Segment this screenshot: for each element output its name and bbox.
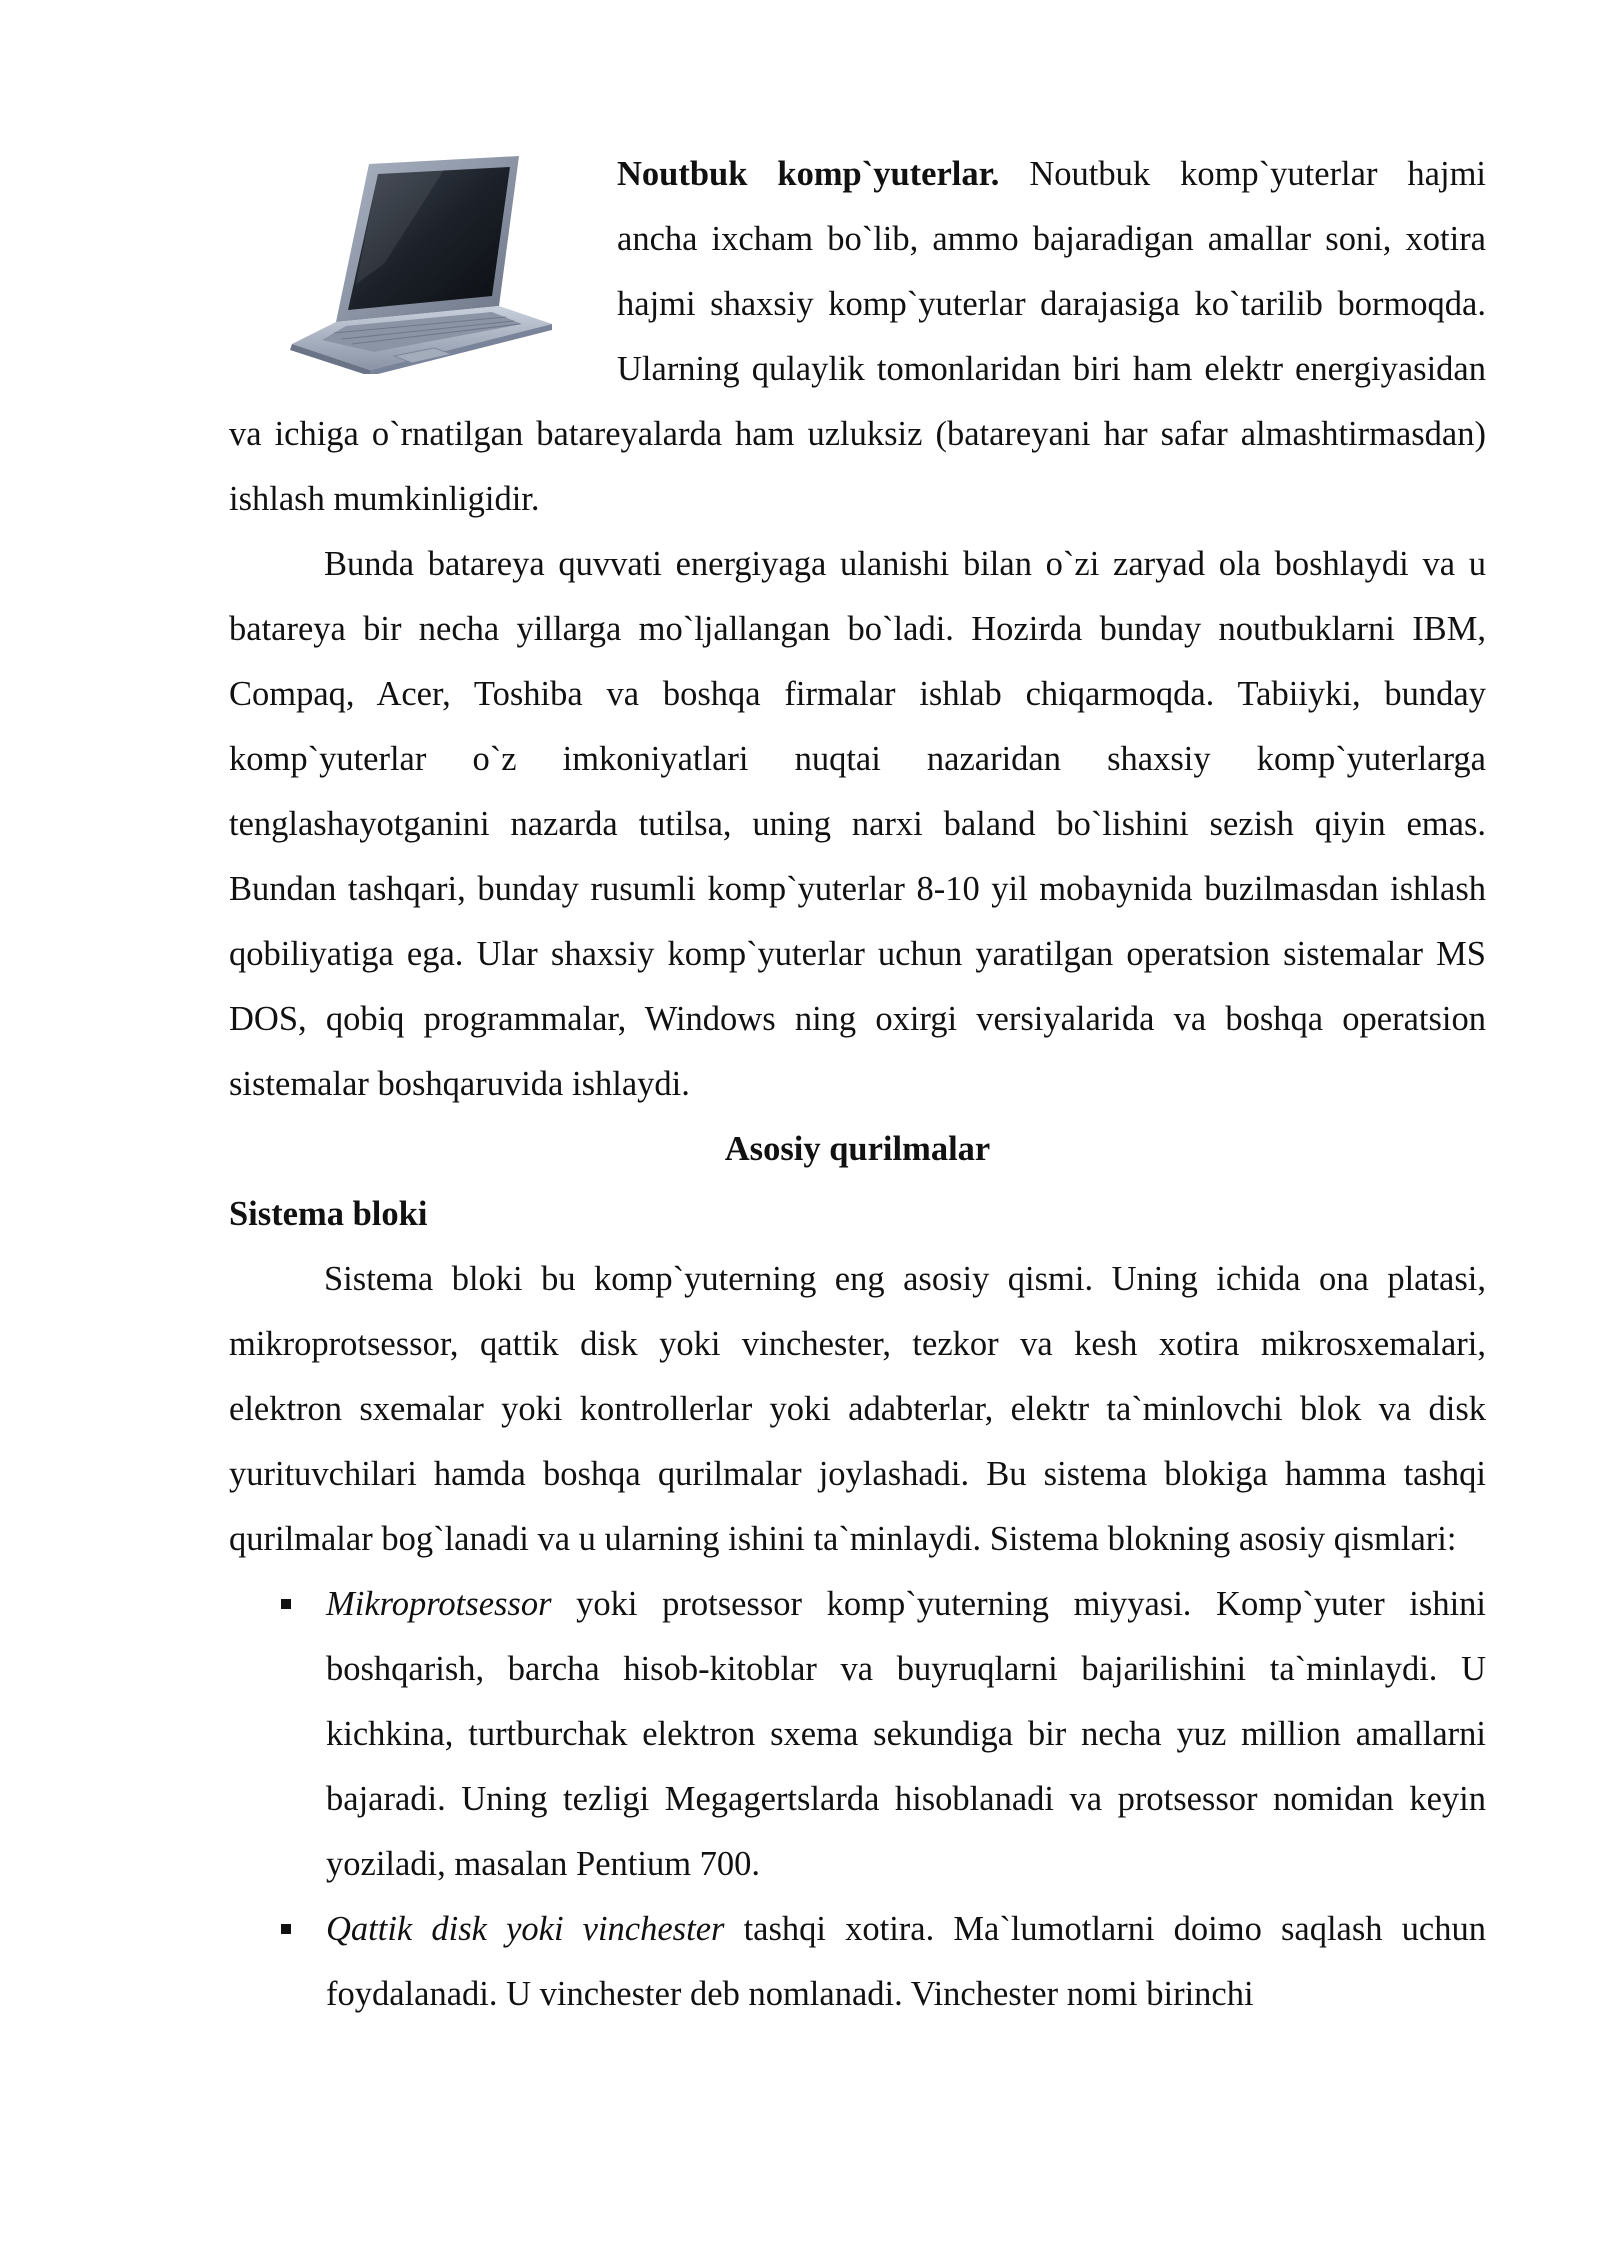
subsection-heading: Sistema bloki — [229, 1195, 428, 1233]
paragraph-battery: Bunda batareya quvvati energiyaga ulanishi bilan o`zi zaryad ola boshlaydi va u batareya bir necha yillarga mo`ljallangan bo`ladi. Hozirda bunday noutbuklarni IBM, Compaq, Acer, Toshiba va boshqa firmalar ishlab chiqarmoqda. Tabiiyki, bunday komp`yuterlar o`z imkoniyatlari nuqtai nazaridan shaxsiy komp`yuterlarga tenglashayotganini nazarda tutilsa, uning narxi baland bo`lishini sezish qiyin emas. Bundan tashqari, bunday rusumli komp`yuterlar 8-10 yil mobaynida buzilmasdan ishlash qobiliyatiga ega. Ular shaxsiy komp`yuterlar uchun yaratilgan operatsion sistemalar MS DOS, qobiq programmalar, Windows ning oxirgi versiyalarida va boshqa operatsion sistemalar boshqaruvida ishlaydi. — [229, 545, 1486, 1103]
components-list — [229, 1572, 1486, 2027]
list-item-text: yoki protsessor komp`yuterning miyyasi. Komp`yuter ishini boshqarish, barcha hisob-kitoblar va buyruqlarni bajarilishini ta`minlaydi. U kichkina, turtburchak elektron sxema sekundiga bir necha yuz million amallarni bajaradi. Uning tezligi Megagertslarda hisoblanadi va protsessor nomidan keyin yoziladi, masalan Pentium 700. — [326, 1585, 1486, 1883]
paragraph-text: Noutbuk komp`yuterlar hajmi ancha ixcham bo`lib, ammo bajaradigan amallar soni, xotira hajmi shaxsiy komp`yuterlar darajasiga ko`tarilib bormoqda. Ularning qulaylik tomonlaridan biri ham elektr energiyasidan va ichiga o`rnatilgan batareyalarda ham uzluksiz (batareyani har safar almashtirmasdan) ishlash mumkinligidir. — [229, 155, 1486, 518]
list-item — [229, 1897, 1486, 2027]
list-item-term: Mikroprotsessor — [326, 1585, 552, 1623]
laptop-image — [229, 142, 617, 376]
list-item-term: Qattik disk yoki vinchester — [326, 1910, 725, 1948]
paragraph-lead: Noutbuk komp`yuterlar. — [617, 155, 1000, 193]
section-heading: Asosiy qurilmalar — [724, 1130, 991, 1168]
paragraph-system-unit: Sistema bloki bu komp`yuterning eng asosiy qismi. Uning ichida ona platasi, mikroprotsessor, qattik disk yoki vinchester, tezkor va kesh xotira mikrosxemalari, elektron sxemalar yoki kontrollerlar yoki adabterlar, elektr ta`minlovchi blok va disk yurituvchilari hamda boshqa qurilmalar joylashadi. Bu sistema blokiga hamma tashqi qurilmalar bog`lanadi va u ularning ishini ta`minlaydi. Sistema blokning asosiy qismlari: — [229, 1260, 1486, 1558]
laptop-icon — [274, 154, 564, 374]
document-body — [229, 142, 1486, 2027]
bullet-icon — [281, 1599, 291, 1609]
list-item — [229, 1572, 1486, 1897]
bullet-icon — [281, 1924, 291, 1934]
list-item-text: tashqi xotira. Ma`lumotlarni doimo saqlash uchun foydalanadi. U vinchester deb nomlanadi. Vinchester nomi birinchi — [326, 1910, 1486, 2013]
